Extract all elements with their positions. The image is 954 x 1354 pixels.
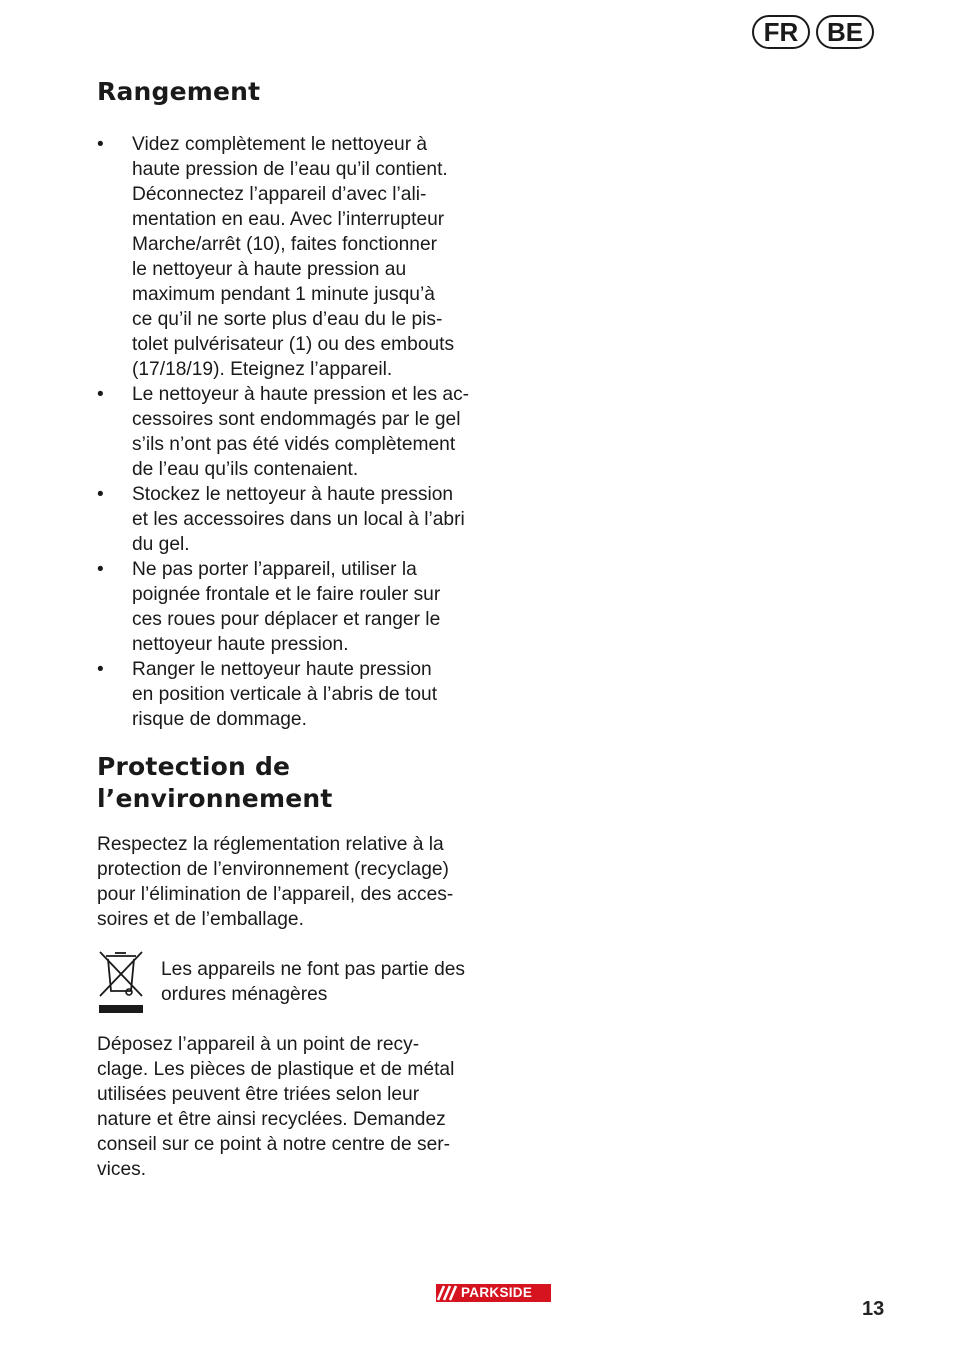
- environment-heading: [97, 751, 333, 815]
- language-badge-be: BE: [816, 15, 874, 49]
- bullet-icon: •: [97, 559, 104, 580]
- bullet-icon: •: [97, 384, 104, 405]
- bullet-icon: •: [97, 484, 104, 505]
- list-item: [97, 482, 487, 557]
- logo-stripes-icon: [436, 1284, 460, 1302]
- language-badges: [752, 15, 874, 49]
- list-item: [97, 132, 487, 382]
- storage-bullet-list: [97, 132, 487, 732]
- page-number: 13: [862, 1298, 885, 1320]
- parkside-logo: [436, 1284, 551, 1302]
- bullet-icon: •: [97, 659, 104, 680]
- environment-heading-line-2: l’environnement: [97, 784, 333, 813]
- environment-heading-line-1: Protection de: [97, 752, 291, 781]
- language-badge-fr: FR: [752, 15, 810, 49]
- environment-intro-paragraph: Respectez la réglementation relative à la protection de l’environnement (recyclage) pour l’élimination de l’appareil, des acces- soires et de l’emballage.: [97, 834, 454, 930]
- crossed-out-wheelie-bin-icon: [96, 948, 146, 1014]
- brand-name: PARKSIDE: [461, 1285, 533, 1300]
- list-item-text: Ne pas porter l’appareil, utiliser la poignée frontale et le faire rouler sur ces roues pour déplacer et ranger le nettoyeur haute pression.: [132, 559, 441, 655]
- disposal-paragraph: Déposez l’appareil à un point de recy- clage. Les pièces de plastique et de métal utilisées peuvent être triées selon leur nature et être ainsi recyclées. Demandez conseil sur ce point à notre centre de ser- vices.: [97, 1034, 455, 1180]
- storage-heading: Rangement: [97, 77, 261, 106]
- list-item-text: Videz complètement le nettoyeur à haute pression de l’eau qu’il contient. Déconnectez l’appareil d’avec l’ali- mentation en eau. Avec l’interrupteur Marche/arrêt (10), faites fonctionner le nettoyeur à haute pression au maximum pendant 1 minute jusqu’à ce qu’il ne sorte plus d’eau du le pis- tolet pulvérisateur (1) ou des embouts (17/18/19). Eteignez l’appareil.: [132, 134, 455, 380]
- list-item-text: Le nettoyeur à haute pression et les ac- cessoires sont endommagés par le gel s’ils n’ont pas été vidés complètement de l’eau qu’ils contenaient.: [132, 384, 470, 480]
- list-item-text: Stockez le nettoyeur à haute pression et les accessoires dans un local à l’abri du gel.: [132, 484, 465, 555]
- weee-notice-text: Les appareils ne font pas partie des ordures ménagères: [161, 959, 466, 1005]
- bullet-icon: •: [97, 134, 104, 155]
- list-item: [97, 382, 487, 482]
- list-item: [97, 657, 487, 732]
- list-item-text: Ranger le nettoyeur haute pression en position verticale à l’abris de tout risque de dommage.: [132, 659, 438, 730]
- list-item: [97, 557, 487, 657]
